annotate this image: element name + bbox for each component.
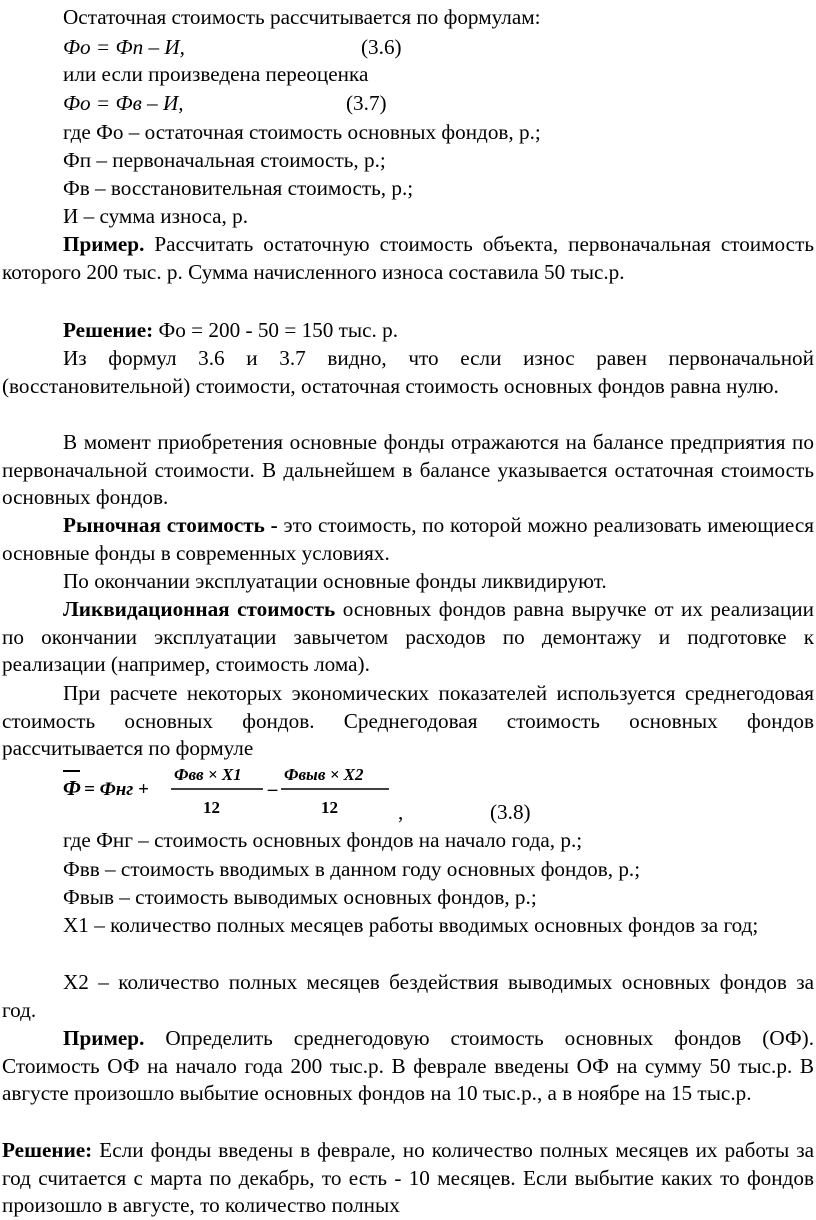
solution-1-paragraph: [2, 317, 814, 345]
definition-fvv: Фвв – стоимость вводимых в данном году основных фондов, р.;: [63, 857, 641, 881]
formula-numerator-2: Фвыв × Х2: [284, 765, 364, 784]
average-value-paragraph: При расчете некоторых экономических показателей используется среднегодовая стоимость основных фондов. Среднегодовая стоимость основных фондов рассчитывается по формуле: [2, 681, 814, 760]
definition-fp: Фп – первоначальная стоимость, р.;: [63, 148, 386, 172]
definition-x2: Х2 – количество полных месяцев бездействия выводимых основных фондов за год.: [2, 970, 814, 1022]
formula-numerator-1: Фвв × Х1: [174, 765, 242, 784]
formula-first-term: = Фнг +: [84, 779, 149, 800]
liquidation-label: Ликвидационная стоимость: [63, 597, 336, 621]
definition-fvyv: Фвыв – стоимость выводимых основных фондов, р.;: [63, 885, 537, 909]
liquidation-paragraph: [2, 596, 814, 679]
market-value-label: Рыночная стоимость -: [63, 513, 278, 537]
formula-3-8-number: (3.8): [490, 800, 531, 824]
definition-i: И – сумма износа, р.: [63, 204, 249, 228]
formula-3-8-comma: ,: [398, 800, 404, 824]
liquidation-intro: По окончании эксплуатации основные фонды ликвидируют.: [63, 569, 607, 593]
example-2-label: Пример.: [63, 1026, 145, 1050]
definition-fo: где Фо – остаточная стоимость основных фондов, р.;: [63, 120, 541, 144]
example-1-label: Пример.: [63, 232, 145, 256]
example-1-paragraph: [2, 231, 814, 286]
solution-1-text: Фо = 200 - 50 = 150 тыс. р.: [153, 318, 399, 342]
solution-2-paragraph: [2, 1137, 814, 1220]
formula-3-7: Фо = Фв – И,: [63, 91, 184, 115]
liquidation-text: основных фондов равна выручке от их реализации по окончании эксплуатации завычетом расходов по демонтажу и подготовке к реализации (например, стоимость лома).: [2, 597, 814, 676]
intro-line: Остаточная стоимость рассчитывается по формулам:: [63, 5, 541, 29]
solution-2-text: Если фонды введены в феврале, но количество полных месяцев их работы за год считается с марта по декабрь, то есть - 10 месяцев. Если выбытие каких то фондов произошло в августе, то количество полных: [2, 1138, 814, 1217]
revaluation-line: или если произведена переоценка: [63, 62, 369, 86]
balance-paragraph: В момент приобретения основные фонды отражаются на балансе предприятия по первоначальной стоимости. В дальнейшем в балансе указывается остаточная стоимость основных фондов.: [2, 430, 814, 509]
example-2-text: Определить среднегодовую стоимость основных фондов (ОФ). Стоимость ОФ на начало года 200 тыс.р. В феврале введены ОФ на сумму 50 тыс.р. В августе произошло выбытие основных фондов на 10 тыс.р., а в ноябре на 15 тыс.р.: [2, 1026, 814, 1105]
definition-x1: Х1 – количество полных месяцев работы вводимых основных фондов за год;: [63, 913, 759, 937]
definition-fv: Фв – восстановительная стоимость, р.;: [63, 176, 414, 200]
market-value-paragraph: [2, 512, 814, 567]
solution-1-label: Решение:: [63, 318, 154, 342]
formula-minus: –: [268, 779, 278, 800]
solution-2-label: Решение:: [2, 1138, 93, 1162]
formula-denominator-1: 12: [203, 798, 220, 817]
example-1-text: Рассчитать остаточную стоимость объекта, первоначальная стоимость которого 200 тыс. р. Сумма начисленного износа составила 50 тыс.р.: [2, 232, 814, 284]
market-value-text: это стоимость, по которой можно реализовать имеющиеся основные фонды в современных условиях.: [2, 513, 814, 565]
definition-fng: где Фнг – стоимость основных фондов на начало года, р.;: [63, 828, 583, 852]
zero-value-paragraph: Из формул 3.6 и 3.7 видно, что если износ равен первоначальной (восстановительной) стоимости, остаточная стоимость основных фондов равна нулю.: [2, 346, 814, 398]
formula-lhs: Ф: [63, 776, 81, 800]
formula-3-6: Фо = Фп – И,: [63, 35, 185, 59]
formula-denominator-2: 12: [321, 798, 338, 817]
formula-3-8-image: [63, 761, 393, 821]
formula-3-7-number: (3.7): [346, 91, 387, 115]
example-2-paragraph: [2, 1025, 814, 1108]
formula-3-6-number: (3.6): [361, 35, 402, 59]
